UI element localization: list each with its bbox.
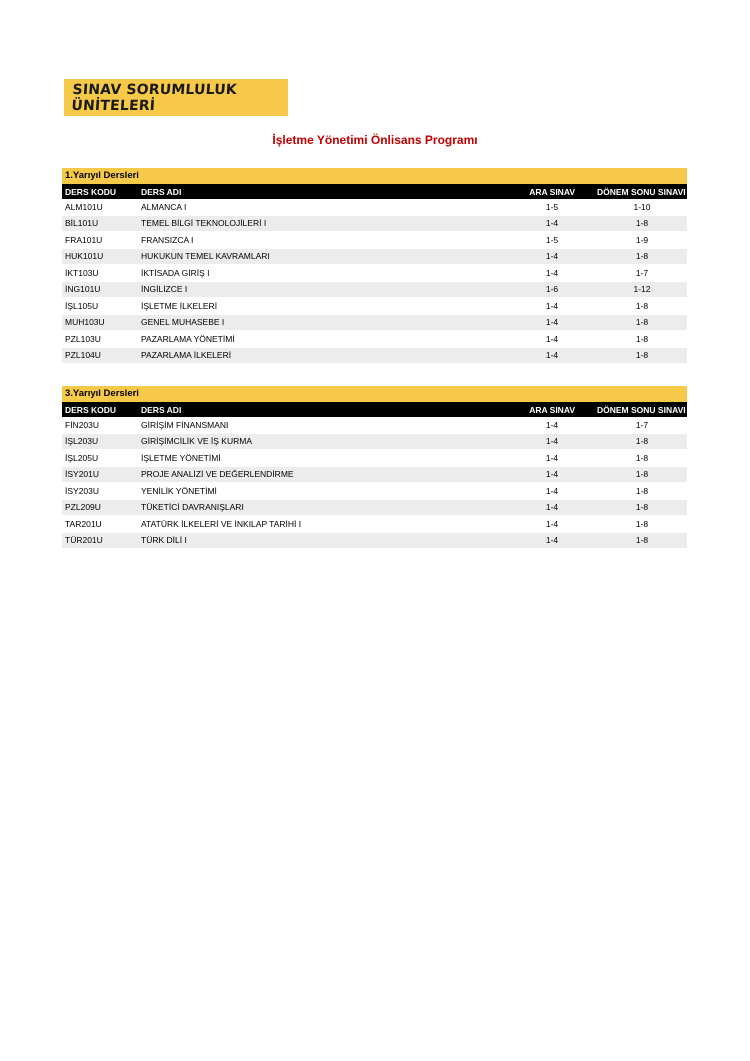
course-code: FRA101U — [65, 234, 103, 245]
midterm-units: 1-4 — [545, 300, 559, 311]
program-title: İşletme Yönetimi Önlisans Programı — [272, 133, 478, 147]
section-semester-3 — [62, 386, 687, 549]
final-units: 1-8 — [635, 317, 649, 328]
course-name: TEMEL BİLGİ TEKNOLOJİLERİ I — [141, 218, 267, 229]
midterm-units: 1-6 — [545, 284, 559, 295]
table-row — [62, 500, 687, 517]
midterm-units: 1-4 — [545, 333, 559, 344]
course-code: İSY201U — [65, 469, 100, 480]
midterm-units: 1-4 — [545, 485, 559, 496]
course-name: ATATÜRK İLKELERİ VE İNKILAP TARİHİ I — [141, 518, 302, 529]
midterm-units: 1-4 — [545, 218, 559, 229]
course-name: GİRİŞİM FİNANSMANI — [141, 419, 229, 430]
midterm-units: 1-4 — [545, 518, 559, 529]
course-code: İŞL105U — [65, 300, 99, 311]
final-units: 1-8 — [635, 452, 649, 463]
column-header-row — [62, 402, 687, 417]
final-units: 1-8 — [635, 518, 649, 529]
table-row — [62, 417, 687, 434]
final-units: 1-8 — [635, 485, 649, 496]
course-name: TÜKETİCİ DAVRANIŞLARI — [141, 502, 244, 513]
section-title: 1.Yarıyıl Dersleri — [62, 168, 687, 184]
course-name: GENEL MUHASEBE I — [141, 317, 225, 328]
final-units: 1-8 — [635, 218, 649, 229]
course-code: İŞL205U — [65, 452, 99, 463]
course-name: İNGİLİZCE I — [141, 284, 188, 295]
course-code: İŞL203U — [65, 436, 99, 447]
final-units: 1-8 — [635, 535, 649, 546]
course-name: PAZARLAMA İLKELERİ — [141, 350, 232, 361]
final-units: 1-8 — [635, 300, 649, 311]
course-code: İSY203U — [65, 485, 100, 496]
midterm-units: 1-4 — [545, 436, 559, 447]
course-code: İNG101U — [65, 284, 101, 295]
midterm-units: 1-4 — [545, 535, 559, 546]
final-units: 1-8 — [635, 333, 649, 344]
column-header-code: DERS KODU — [65, 404, 117, 415]
column-header-final: DÖNEM SONU SINAVI — [597, 186, 686, 197]
banner-title: SINAV SORUMLULUK ÜNİTELERİ — [70, 81, 238, 114]
table-row — [62, 533, 687, 550]
table-row — [62, 232, 687, 249]
course-code: FİN203U — [65, 419, 100, 430]
section-title: 3.Yarıyıl Dersleri — [62, 386, 687, 402]
course-code: İKT103U — [65, 267, 99, 278]
column-header-row — [62, 184, 687, 199]
table-row — [62, 434, 687, 451]
column-header-midterm: ARA SINAV — [529, 186, 575, 197]
column-header-final: DÖNEM SONU SINAVI — [597, 404, 686, 415]
table-row — [62, 265, 687, 282]
midterm-units: 1-4 — [545, 350, 559, 361]
table-row — [62, 483, 687, 500]
course-name: YENİLİK YÖNETİMİ — [141, 485, 217, 496]
section-semester-1 — [62, 168, 687, 364]
course-code: PZL103U — [65, 333, 101, 344]
table-row — [62, 249, 687, 266]
final-units: 1-8 — [635, 502, 649, 513]
course-name: İŞLETME YÖNETİMİ — [141, 452, 221, 463]
final-units: 1-10 — [633, 201, 651, 212]
midterm-units: 1-4 — [545, 502, 559, 513]
course-code: PZL209U — [65, 502, 101, 513]
midterm-units: 1-4 — [545, 317, 559, 328]
course-code: TAR201U — [65, 518, 102, 529]
final-units: 1-9 — [635, 234, 649, 245]
table-row — [62, 331, 687, 348]
final-units: 1-8 — [635, 436, 649, 447]
course-code: BİL101U — [65, 218, 99, 229]
course-name: İŞLETME İLKELERİ — [141, 300, 218, 311]
column-header-name: DERS ADI — [141, 186, 182, 197]
course-name: ALMANCA I — [141, 201, 187, 212]
course-name: HUKUKUN TEMEL KAVRAMLARI — [141, 251, 270, 262]
table-row — [62, 199, 687, 216]
course-code: TÜR201U — [65, 535, 103, 546]
course-name: GİRİŞİMCİLİK VE İŞ KURMA — [141, 436, 252, 447]
course-code: MUH103U — [65, 317, 105, 328]
midterm-units: 1-5 — [545, 201, 559, 212]
final-units: 1-8 — [635, 251, 649, 262]
course-code: HUK101U — [65, 251, 104, 262]
midterm-units: 1-4 — [545, 452, 559, 463]
table-row — [62, 450, 687, 467]
midterm-units: 1-4 — [545, 419, 559, 430]
course-name: TÜRK DİLİ I — [141, 535, 187, 546]
course-table — [62, 417, 687, 549]
course-code: ALM101U — [65, 201, 103, 212]
final-units: 1-12 — [633, 284, 651, 295]
final-units: 1-8 — [635, 469, 649, 480]
table-row — [62, 216, 687, 233]
page-banner — [64, 79, 288, 116]
table-row — [62, 282, 687, 299]
final-units: 1-8 — [635, 350, 649, 361]
final-units: 1-7 — [635, 419, 649, 430]
course-name: İKTİSADA GİRİŞ I — [141, 267, 210, 278]
midterm-units: 1-4 — [545, 267, 559, 278]
column-header-name: DERS ADI — [141, 404, 182, 415]
table-row — [62, 298, 687, 315]
midterm-units: 1-4 — [545, 469, 559, 480]
midterm-units: 1-5 — [545, 234, 559, 245]
course-table — [62, 199, 687, 364]
midterm-units: 1-4 — [545, 251, 559, 262]
table-row — [62, 348, 687, 365]
course-name: FRANSIZCA I — [141, 234, 194, 245]
course-name: PROJE ANALİZİ VE DEĞERLENDİRME — [141, 469, 294, 480]
course-code: PZL104U — [65, 350, 101, 361]
table-row — [62, 315, 687, 332]
table-row — [62, 467, 687, 484]
column-header-midterm: ARA SINAV — [529, 404, 575, 415]
table-row — [62, 516, 687, 533]
column-header-code: DERS KODU — [65, 186, 117, 197]
course-name: PAZARLAMA YÖNETİMİ — [141, 333, 235, 344]
final-units: 1-7 — [635, 267, 649, 278]
